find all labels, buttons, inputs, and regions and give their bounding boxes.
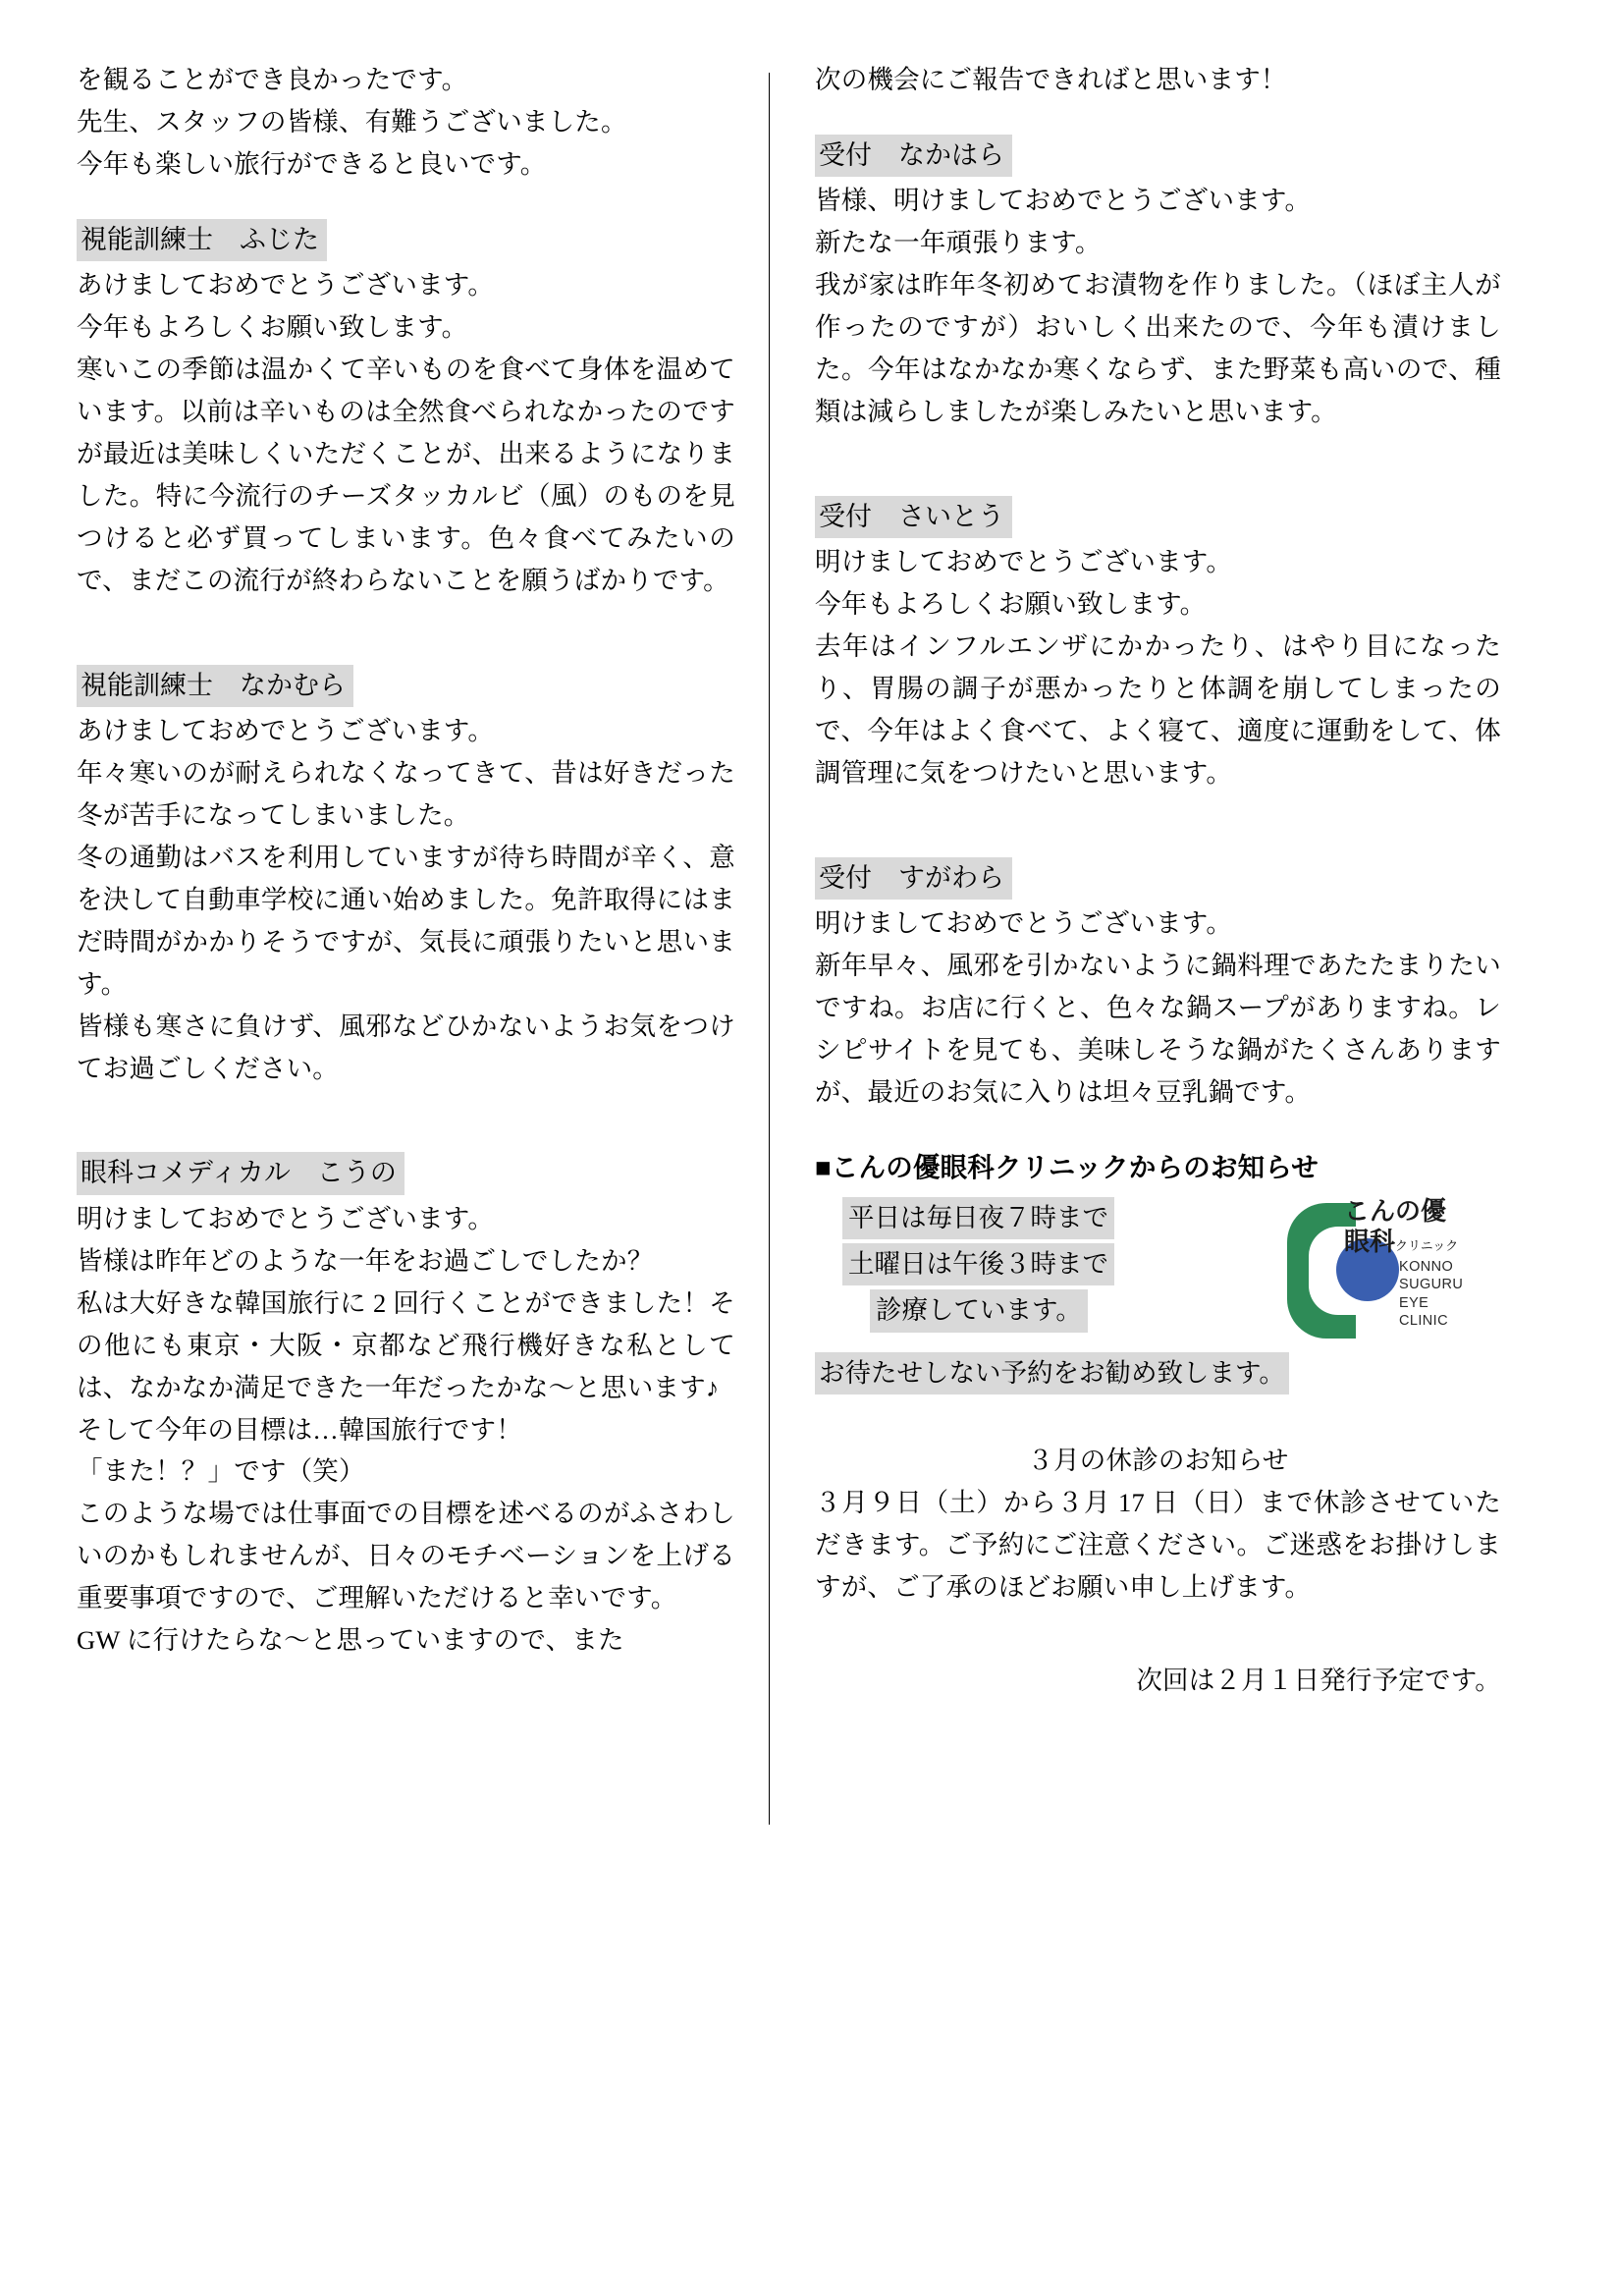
- section-heading: 受付 さいとう: [815, 496, 1012, 539]
- section-heading: 視能訓練士 なかむら: [77, 665, 353, 708]
- paragraph-body: このような場では仕事面での目標を述べるのがふさわしいのかもしれませんが、日々のモチベーションを上げる重要事項ですので、ご理解いただけると幸いです。: [77, 1499, 735, 1613]
- logo-jp-line2: [1344, 1228, 1458, 1258]
- paragraph-body: 皆様は昨年どのような一年をお過ごしでしたか？: [77, 1245, 654, 1276]
- paragraph-line: 新たな一年頑張ります。: [815, 228, 1102, 258]
- left-column: [77, 59, 769, 2257]
- logo-en-line1: KONNO: [1399, 1259, 1454, 1276]
- paragraph-line: あけましておめでとうございます。: [77, 270, 495, 301]
- paragraph-line: 明けましておめでとうございます。: [815, 908, 1233, 939]
- section-heading-wrap: [815, 857, 1501, 901]
- paragraph-body: 我が家は昨年冬初めてお漬物を作りました。（ほぼ主人が作ったのですが）おいしく出来たので、今年も漬けました。今年はなかなか寒くならず、また野菜も高いので、種類は減らしましたが楽しみたいと思います。: [815, 270, 1501, 427]
- paragraph-body: 皆様も寒さに負けず、風邪などひかないようお気をつけてお過ごしください。: [77, 1011, 735, 1083]
- notice-title: ■こんの優眼科クリニックからのお知らせ: [815, 1152, 1319, 1183]
- paragraph-line: 次の機会にご報告できればと思います！: [815, 65, 1287, 94]
- logo-en-line2: SUGURU: [1399, 1277, 1464, 1293]
- section-heading: 眼科コメディカル こうの: [77, 1152, 404, 1195]
- section-heading: 受付 なかはら: [815, 135, 1012, 178]
- left-intro-paragraph: [77, 59, 735, 186]
- paragraph-body: 冬の通勤はバスを利用していますが待ち時間が辛く、意を決して自動車学校に通い始めました。免許取得にはまだ時間がかかりそうですが、気長に頑張りたいと思います。: [77, 842, 735, 999]
- section-heading: 受付 すがわら: [815, 857, 1012, 901]
- paragraph-line: 明けましておめでとうございます。: [815, 547, 1233, 577]
- clinic-logo: [1283, 1197, 1468, 1342]
- reservation-note: お待たせしない予約をお勧め致します。: [815, 1352, 1289, 1394]
- clinic-notice: [815, 1147, 1501, 1394]
- paragraph-line: 明けましておめでとうございます。: [77, 1203, 495, 1233]
- closure-title: ３月の休診のお知らせ: [1027, 1446, 1289, 1476]
- paragraph-body: 私は大好きな韓国旅行に 2 回行くことができました！その他にも東京・大阪・京都など飛行機好きな私としては、なかなか満足できた一年だったかな～と思います♪: [77, 1287, 735, 1402]
- paragraph-body: 年々寒いのが耐えられなくなってきて、昔は好きだった冬が苦手になってしまいました。: [77, 758, 735, 830]
- paragraph-line: 今年もよろしくお願い致します。: [77, 312, 468, 343]
- right-column: [809, 59, 1501, 2257]
- hours-line-saturday: 土曜日は午後３時まで: [842, 1243, 1114, 1285]
- right-intro-paragraph: [815, 59, 1501, 101]
- paragraph-line: GW に行けたらな～と思っていますので、また: [77, 1625, 624, 1656]
- section-heading-wrap: [77, 1152, 735, 1195]
- logo-en-line3: EYE: [1399, 1294, 1429, 1311]
- logo-en-line4: CLINIC: [1399, 1312, 1448, 1329]
- paragraph-body: 去年はインフルエンザにかかったり、はやり目になったり、胃腸の調子が悪かったりと体調を崩してしまったので、今年はよく食べて、よく寝て、適度に運動をして、体調管理に気をつけたいと思います。: [815, 631, 1501, 789]
- section-heading-wrap: [77, 219, 735, 262]
- logo-japanese-name: [1344, 1197, 1458, 1257]
- section-heading-wrap: [815, 135, 1501, 178]
- paragraph-body: 寒いこの季節は温かくて辛いものを食べて身体を温めています。以前は辛いものは全然食べられなかったのですが最近は美味しくいただくことが、出来るようになりました。特に今流行のチーズタッカルビ（風）のものを見つけると必ず買ってしまいます。色々食べてみたいので、まだこの流行が終わらないことを願うばかりです。: [77, 355, 735, 595]
- next-issue-text: 次回は２月１日発行予定です。: [1136, 1666, 1501, 1696]
- clinic-hours: [815, 1197, 1114, 1336]
- paragraph-line: 皆様、明けましておめでとうございます。: [815, 186, 1312, 216]
- section-nakamura: [77, 665, 735, 1090]
- logo-jp-line2-main: 眼科: [1344, 1228, 1396, 1257]
- paragraph-line: 今年も楽しい旅行ができると良いです。: [77, 148, 547, 179]
- section-kouno: [77, 1152, 735, 1662]
- paragraph-line: を観ることができ良かったです。: [77, 65, 468, 94]
- hours-line-weekday: 平日は毎日夜７時まで: [842, 1197, 1114, 1239]
- section-nakahara: [815, 135, 1501, 433]
- two-column-layout: [77, 59, 1539, 2257]
- paragraph-line: 「また！？」です（笑）: [77, 1456, 365, 1487]
- section-heading-wrap: [815, 496, 1501, 539]
- column-divider: [769, 73, 770, 1825]
- closure-body: ３月９日（土）から３月 17 日（日）まで休診させていただきます。ご予約にご注意ください。ご迷惑をお掛けしますが、ご了承のほどお願い申し上げます。: [815, 1488, 1501, 1603]
- notice-hours-row: [815, 1197, 1501, 1342]
- paragraph-line: 今年もよろしくお願い致します。: [815, 589, 1207, 620]
- section-heading: 視能訓練士 ふじた: [77, 219, 327, 262]
- closure-notice: [815, 1440, 1501, 1609]
- section-sugawara: [815, 857, 1501, 1114]
- paragraph-line: 先生、スタッフの皆様、有難うございました。: [77, 106, 627, 137]
- logo-english-name: [1399, 1258, 1463, 1330]
- paragraph-line: そして今年の目標は…韓国旅行です！: [77, 1414, 522, 1445]
- next-issue-notice: [815, 1660, 1501, 1702]
- section-heading-wrap: [77, 665, 735, 708]
- logo-jp-line1: こんの優: [1344, 1197, 1447, 1227]
- logo-jp-small: クリニック: [1395, 1238, 1459, 1254]
- paragraph-body: 新年早々、風邪を引かないように鍋料理であたたまりたいですね。お店に行くと、色々な鍋スープがありますね。レシピサイトを見ても、美味しそうな鍋がたくさんありますが、最近のお気に入りは坦々豆乳鍋です。: [815, 951, 1501, 1108]
- section-fujita: [77, 219, 735, 602]
- paragraph-line: あけましておめでとうございます。: [77, 716, 495, 746]
- section-saitou: [815, 496, 1501, 794]
- hours-line-note: 診療しています。: [870, 1289, 1088, 1332]
